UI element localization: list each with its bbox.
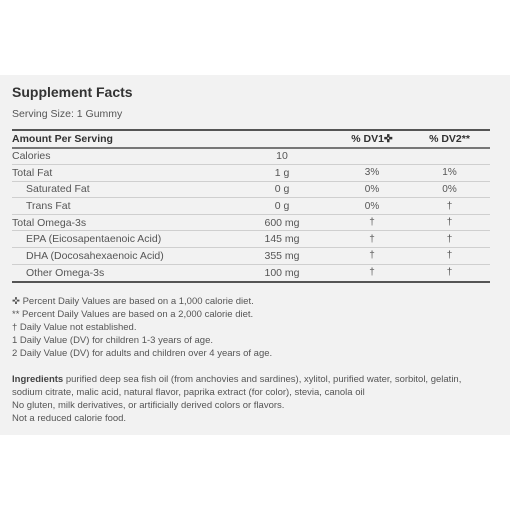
nutrient-name: Calories (12, 150, 51, 163)
nutrient-dv2: 1% (442, 167, 457, 179)
nutrient-dv2: † (446, 233, 453, 245)
supplement-facts-panel (0, 75, 510, 435)
nutrient-dv1: 0% (364, 200, 380, 212)
calorie-note: Not a reduced calorie food. (12, 413, 127, 425)
nutrient-name: Other Omega-3s (26, 266, 105, 279)
nutrient-dv2: 0% (442, 183, 457, 195)
table-row (12, 165, 490, 182)
nutrient-dv1: † (369, 217, 375, 229)
table-row (12, 231, 490, 248)
supplement-facts-content (12, 83, 490, 425)
nutrient-amount: 145 mg (264, 233, 300, 246)
nutrient-amount: 10 (276, 150, 288, 163)
nutrient-amount: 0 g (274, 200, 290, 213)
nutrient-name: Saturated Fat (26, 183, 90, 196)
ingredients-label: Ingredients (12, 374, 64, 386)
ingredients-paragraph (12, 373, 490, 399)
serving-size: Serving Size: 1 Gummy (12, 108, 123, 120)
nutrient-dv2: † (446, 217, 453, 229)
table-row (12, 248, 490, 265)
free-from-statement: No gluten, milk derivatives, or artificially derived colors or flavors. (12, 400, 285, 412)
footnote: ✜ Percent Daily Values are based on a 1,000 calorie diet. (12, 296, 254, 308)
table-bottom-divider (12, 281, 490, 283)
nutrient-dv1: † (369, 250, 375, 262)
facts-title: Supplement Facts (12, 84, 133, 100)
nutrient-name: Total Fat (12, 166, 53, 179)
table-row (12, 265, 490, 282)
nutrient-dv2: † (446, 200, 453, 212)
table-header (12, 131, 490, 147)
table-row (12, 182, 490, 199)
header-amount-per-serving: Amount Per Serving (12, 133, 113, 145)
nutrient-amount: 100 mg (264, 266, 300, 279)
nutrient-name: EPA (Eicosapentaenoic Acid) (26, 233, 162, 246)
footnote: † Daily Value not established. (12, 322, 137, 334)
nutrient-dv2: † (446, 267, 453, 279)
nutrient-name: DHA (Docosahexaenoic Acid) (26, 249, 164, 262)
nutrient-amount: 0 g (274, 183, 290, 196)
nutrient-amount: 600 mg (264, 216, 300, 229)
nutrient-amount: 355 mg (264, 249, 300, 262)
table-row (12, 198, 490, 215)
ingredients-text: purified deep sea fish oil (from anchovies and sardines), xylitol, purified water, sorbitol, gelatin, sodium citrate, malic acid, natural flavor, paprika extract (for color), stevia, canola oil (12, 374, 462, 399)
nutrient-name: Trans Fat (26, 200, 71, 213)
nutrient-amount: 1 g (274, 166, 290, 179)
header-dv2: % DV2** (429, 133, 470, 145)
nutrient-dv1: 0% (364, 183, 380, 195)
nutrient-name: Total Omega-3s (12, 216, 87, 229)
footnote: 1 Daily Value (DV) for children 1-3 years of age. (12, 335, 213, 347)
footnotes (12, 295, 490, 360)
nutrient-dv2: † (446, 250, 453, 262)
nutrient-dv1: † (369, 267, 375, 279)
table-row (12, 149, 490, 166)
footnote: ** Percent Daily Values are based on a 2,000 calorie diet. (12, 309, 254, 321)
header-dv1: % DV1✜ (351, 133, 393, 145)
nutrient-dv1: † (369, 233, 375, 245)
table-row (12, 215, 490, 232)
footnote: 2 Daily Value (DV) for adults and children over 4 years of age. (12, 348, 273, 360)
nutrient-dv1: 3% (364, 167, 380, 179)
ingredients-block (12, 373, 490, 425)
